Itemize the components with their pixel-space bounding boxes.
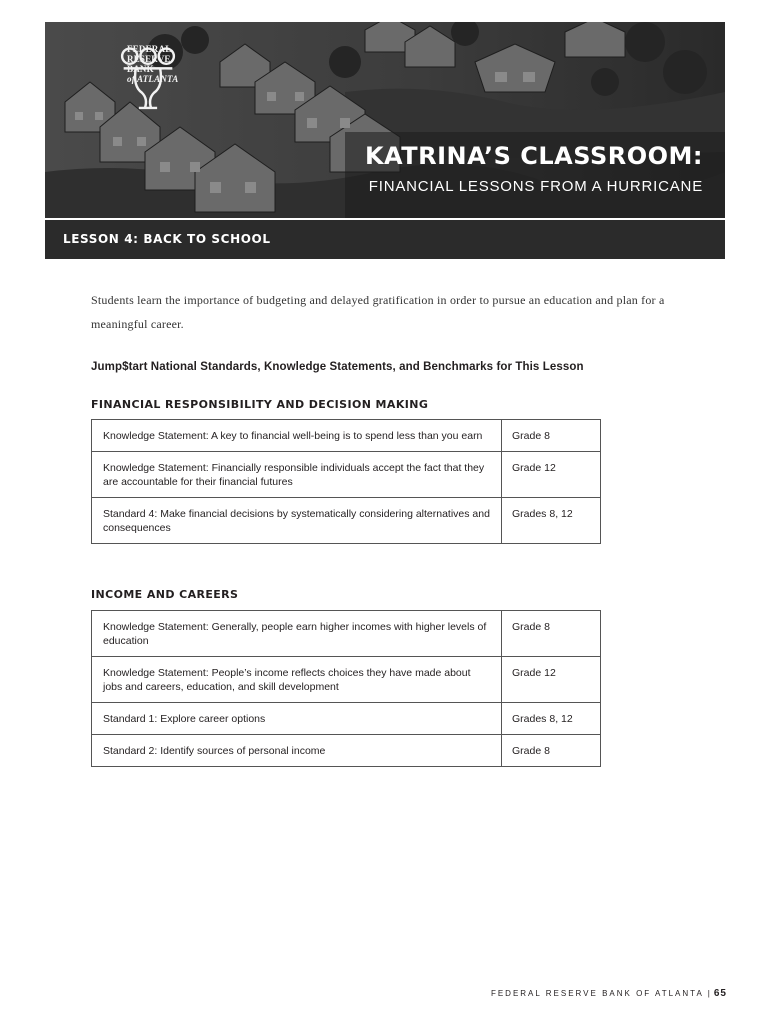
standard-text: Knowledge Statement: Financially responsible individuals accept the fact that they are accountable for their financial futures [92,452,502,498]
standards-table [91,419,601,544]
logo-line: BANK [127,64,154,74]
grade-level: Grade 12 [502,657,601,703]
grade-level: Grade 8 [502,420,601,452]
page-subtitle: FINANCIAL LESSONS FROM A HURRICANE [368,178,703,195]
grade-level: Grades 8, 12 [502,498,601,544]
grade-level: Grades 8, 12 [502,703,601,735]
logo-line: of ATLANTA [127,74,179,84]
table-row [92,498,601,544]
section-heading: FINANCIAL RESPONSIBILITY AND DECISION MAKING [91,398,429,411]
grade-level: Grade 12 [502,452,601,498]
standard-text: Knowledge Statement: People’s income reflects choices they have made about jobs and careers, education, and skill development [92,657,502,703]
standard-text: Knowledge Statement: A key to financial well-being is to spend less than you earn [92,420,502,452]
footer-org: FEDERAL RESERVE BANK OF ATLANTA [490,989,704,998]
header-banner [45,22,725,218]
lesson-title: LESSON 4: BACK TO SCHOOL [63,232,271,246]
section-heading: INCOME AND CAREERS [91,588,239,601]
grade-level: Grade 8 [502,611,601,657]
standard-text: Knowledge Statement: Generally, people earn higher incomes with higher levels of education [92,611,502,657]
page-title: KATRINA’S CLASSROOM: [364,142,703,170]
logo-line: RESERVE [127,54,171,64]
standards-heading: Jump$tart National Standards, Knowledge Statements, and Benchmarks for This Lesson [91,361,584,373]
intro-paragraph: Students learn the importance of budgeting and delayed gratification in order to pursue an education and plan for a meaningful career. [91,293,665,331]
lesson-bar [45,220,725,259]
page-footer [491,988,727,999]
table-row [92,703,601,735]
standard-text: Standard 4: Make financial decisions by systematically considering alternatives and consequences [92,498,502,544]
table-row [92,611,601,657]
standard-text: Standard 2: Identify sources of personal income [92,735,502,767]
standard-text: Standard 1: Explore career options [92,703,502,735]
page-number: 65 [713,988,727,999]
bank-name [127,44,178,84]
grade-level: Grade 8 [502,735,601,767]
footer-separator: | [707,989,710,998]
table-row [92,657,601,703]
logo-line: FEDERAL [127,44,172,54]
standards-table [91,610,601,767]
table-row [92,452,601,498]
table-row [92,420,601,452]
table-row [92,735,601,767]
